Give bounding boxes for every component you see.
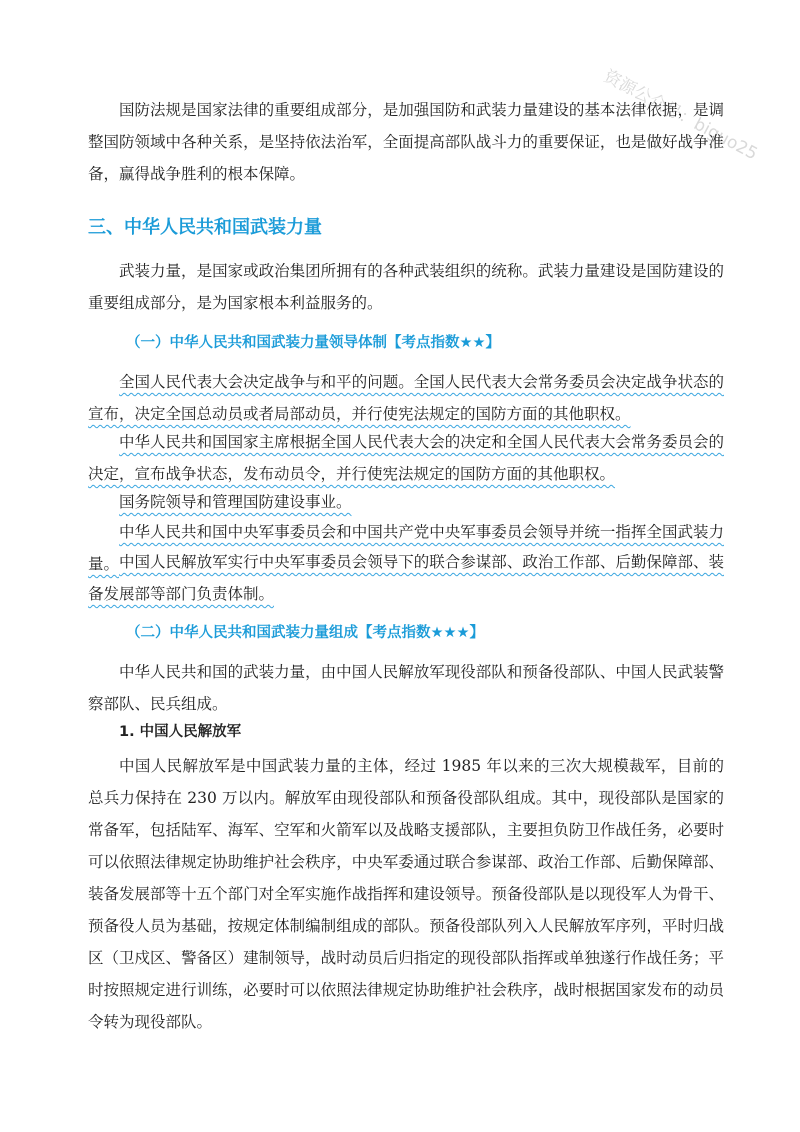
leadership-text-4: 中华人民共和国中央军事委员会和中国共产党中央军事委员会领导并统一指挥全国武装力量。: [88, 523, 724, 573]
watermark-text: 资源公众号：biguo25: [600, 66, 761, 165]
leadership-paragraph-2: [88, 426, 724, 490]
intro-paragraph: 国防法规是国家法律的重要组成部分，是加强国防和武装力量建设的基本法律依据，是调整国防领域中各种关系，是坚持依法治军，全面提高部队战斗力的重要保证，也是做好战争准备，赢得战争胜利的根本保障。: [88, 101, 724, 183]
section-title: 三、中华人民共和国武装力量: [88, 217, 322, 238]
pla-paragraph: 中国人民解放军是中国武装力量的主体，经过 1985 年以来的三次大规模裁军，目前的总兵力保持在 230 万以内。解放军由现役部队和预备役部队组成。其中，现役部队是国家的常备军，包括陆军、海军、空军和火箭军以及战略支援部队，主要担负防卫作战任务，必要时可以依照法律规定协助维护社会秩序，中央军委通过联合参谋部、政治工作部、后勤保障部、装备发展部等十五个部门对全军实施作战指挥和建设领导。预备役部队是以现役军人为骨干、预备役人员为基础，按规定体制编制组成的部队。预备役部队列入人民解放军序列，平时归战区（卫戍区、警备区）建制领导，战时动员后归指定的现役部队指挥或单独遂行作战任务；平时按照规定进行训练，必要时可以依照法律规定协助维护社会秩序，战时根据国家发布的动员令转为现役部队。: [88, 757, 724, 1031]
leadership-text-1: 全国人民代表大会决定战争与和平的问题。全国人民代表大会常务委员会决定战争状态的宣布，决定全国总动员或者局部动员，并行使宪法规定的国防方面的其他职权。: [88, 373, 724, 423]
leadership-paragraph-1: [88, 366, 724, 430]
item1-title: 1. 中国人民解放军: [119, 724, 242, 740]
section-intro-paragraph: 武装力量，是国家或政治集团所拥有的各种武装组织的统称。武装力量建设是国防建设的重要组成部分，是为国家根本利益服务的。: [88, 262, 724, 312]
leadership-paragraph-5: [88, 546, 724, 610]
subsection1-title: （一）中华人民共和国武装力量领导体制【考点指数★★】: [126, 335, 500, 351]
subsection2-title: （二）中华人民共和国武装力量组成【考点指数★★★】: [126, 625, 484, 641]
leadership-text-2: 中华人民共和国国家主席根据全国人民代表大会的决定和全国人民代表大会常务委员会的决定，宣布战争状态，发布动员令，并行使宪法规定的国防方面的其他职权。: [88, 433, 724, 483]
leadership-text-5: 中国人民解放军实行中央军事委员会领导下的联合参谋部、政治工作部、后勤保障部、装备发展部等部门负责体制。: [88, 553, 724, 603]
composition-paragraph: 中华人民共和国的武装力量，由中国人民解放军现役部队和预备役部队、中国人民武装警察部队、民兵组成。: [88, 663, 724, 713]
leadership-paragraph-3: [88, 486, 724, 518]
leadership-text-3: 国务院领导和管理国防建设事业。: [119, 493, 352, 511]
